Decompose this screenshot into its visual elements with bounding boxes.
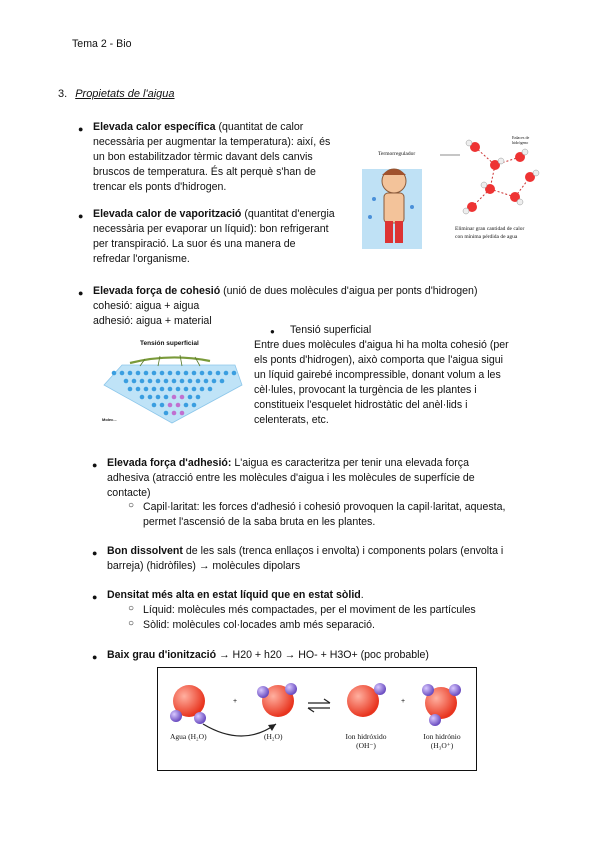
tension-label: Molec... — [102, 417, 117, 422]
text-line: cèl·lules, provocant la turgència de les plantes i — [254, 384, 477, 396]
caption-line: Eliminar gran cantidad de calor — [455, 226, 525, 232]
text-line: (quantitat d'energia — [241, 208, 335, 220]
sub-bullet: ○ — [128, 603, 135, 614]
bullet-dot: ● — [270, 327, 275, 336]
water-dot — [204, 379, 209, 384]
water-dot — [168, 403, 173, 408]
water-dot — [148, 395, 153, 400]
calor-vaporitzacio-bold: Elevada calor de vaporització — [93, 208, 242, 220]
water-dot — [180, 395, 185, 400]
label-hydronium — [414, 732, 470, 750]
caption-line: con mínima pérdida de agua — [455, 234, 518, 240]
plus-sign: + — [401, 698, 406, 705]
person-leg — [385, 221, 393, 243]
bullet-dot: ● — [92, 592, 98, 602]
text-line: Entre dues molècules d'aigua hi ha molta cohesió (per — [254, 339, 509, 351]
water-dot — [152, 403, 157, 408]
water-dot — [136, 371, 141, 376]
adhesio-line: adhesió: aigua + material — [93, 315, 212, 327]
water-dot — [168, 387, 173, 392]
text-line: contacte) — [107, 487, 151, 499]
capil-block — [143, 500, 553, 530]
water-dot — [152, 371, 157, 376]
water-dot — [216, 371, 221, 376]
text-line: refredar l'organisme. — [93, 253, 190, 265]
sub-bullet: ○ — [128, 618, 135, 629]
water-dot — [192, 387, 197, 392]
ionitzacio-bold: Baix grau d'ionització — [107, 649, 217, 661]
water-dot — [232, 371, 237, 376]
water-dot — [200, 387, 205, 392]
text-line: un líquid gairebé incompressible, donant volum a les — [254, 369, 501, 381]
label-line: (OH⁻) — [356, 741, 376, 750]
water-molecule-1 — [170, 685, 206, 724]
water-dot — [176, 371, 181, 376]
water-dot — [124, 379, 129, 384]
text-line: L'aigua es caracteritza per tenir una elevada força — [231, 457, 469, 469]
water-dot — [224, 371, 229, 376]
water-dot — [136, 387, 141, 392]
water-dot — [208, 371, 213, 376]
person-leg — [395, 221, 403, 243]
text-line: per transpiració. La suor és una manera de — [93, 238, 296, 250]
water-dot — [140, 379, 145, 384]
water-dot — [148, 379, 153, 384]
tensio-block — [254, 338, 528, 428]
water-dot — [208, 387, 213, 392]
forca-adhesio-bold: Elevada força d'adhesió: — [107, 457, 232, 469]
label-line: Ion hidrónio — [423, 732, 461, 741]
densitat-solid: Sòlid: molècules col·locades amb més separació. — [143, 619, 375, 631]
bullet-dot: ● — [92, 548, 98, 558]
water-dot — [132, 379, 137, 384]
label-line: (H₃O⁺) — [430, 741, 454, 750]
densitat-liquid: Líquid: molècules més compactades, per el moviment de les partícules — [143, 604, 476, 616]
water-dot — [192, 371, 197, 376]
water-dot — [128, 387, 133, 392]
text-line: (quantitat de calor — [215, 121, 304, 133]
plus-sign: + — [233, 698, 238, 705]
water-dot — [128, 371, 133, 376]
text-line: constitueix l'esquelet hidrostàtic del anèl·lids i — [254, 399, 468, 411]
water-molecule-network — [463, 140, 539, 214]
sweat-drop — [372, 197, 376, 201]
water-dot — [184, 371, 189, 376]
text-line: → H20 + h20 → HO- + H3O+ (poc probable) — [216, 649, 429, 661]
text-line: de les sals (trenca enllaços i envolta) i components polars (envolta i — [182, 545, 504, 557]
label-h2o: (H₂O) — [264, 732, 283, 741]
water-dot — [176, 387, 181, 392]
water-dot — [220, 379, 225, 384]
bullet-dot: ● — [78, 288, 84, 298]
water-dot — [192, 403, 197, 408]
text-line: Capil·laritat: les forces d'adhesió i cohesió provoquen la capil·laritat, aquesta, — [143, 501, 506, 513]
equilibrium-arrows — [308, 699, 330, 712]
text-dot: . — [360, 589, 364, 601]
text-line: un bon estabilitzador tèrmic davant dels canvis — [93, 151, 313, 163]
calor-especifica-bold: Elevada calor específica — [93, 121, 216, 133]
ionitzacio-illustration — [158, 668, 476, 770]
bullet-dot: ● — [78, 211, 84, 221]
water-dot — [176, 403, 181, 408]
label-hydroxide — [338, 732, 394, 750]
water-dot — [188, 379, 193, 384]
dissolvent-block — [107, 544, 557, 574]
water-dot — [144, 387, 149, 392]
bullet-dot: ● — [92, 652, 98, 662]
water-dot — [168, 371, 173, 376]
water-dot — [156, 379, 161, 384]
text-line: (unió de dues molècules d'aigua per ponts d'hidrogen) — [220, 285, 478, 297]
text-line: trencar els ponts d'hidrogen. — [93, 181, 227, 193]
forca-cohesio-bold: Elevada força de cohesió — [93, 285, 221, 297]
label-line: Ion hidróxido — [345, 732, 387, 741]
water-dot — [164, 411, 169, 416]
sweat-drop — [410, 205, 414, 209]
water-dot — [156, 395, 161, 400]
water-dot — [212, 379, 217, 384]
section-title — [58, 88, 175, 100]
label-agua: Agua (H₂O) — [170, 732, 207, 741]
fig-tension-superficial — [100, 335, 245, 427]
tension-illustration — [100, 335, 245, 427]
water-dot — [188, 395, 193, 400]
fig-ionitzacio — [157, 667, 477, 771]
text-line: bruscos de temperatura. És alt perquè s'han de — [93, 166, 316, 178]
sub-bullet: ○ — [128, 500, 135, 511]
section-title-text: Propietats de l'aigua — [75, 88, 175, 100]
termoregulador-label: Termorregulador — [378, 151, 416, 157]
water-dot — [160, 371, 165, 376]
text-line: els ponts d'hidrogen), això comporta que l'aigua sigui — [254, 354, 504, 366]
water-dot — [152, 387, 157, 392]
bullet-dot: ● — [92, 460, 98, 470]
sweat-drop — [368, 215, 372, 219]
bullet-dot: ● — [78, 124, 84, 134]
water-dot — [184, 387, 189, 392]
page-header: Tema 2 - Bio — [72, 38, 132, 50]
water-dot — [180, 379, 185, 384]
person-body — [384, 193, 404, 223]
ionitzacio-line — [107, 648, 429, 663]
text-line: necessària per evaporar un líquid): bon refrigerant — [93, 223, 329, 235]
water-dot — [172, 395, 177, 400]
water-dot — [172, 411, 177, 416]
water-dot — [160, 403, 165, 408]
text-line: adhesiva (atracció entre les molècules d'aigua i les molècules de superfície de — [107, 472, 475, 484]
hydroxide-ion — [347, 683, 386, 717]
water-dot — [164, 379, 169, 384]
water-dot — [200, 371, 205, 376]
forca-adhesio-block — [107, 456, 547, 501]
text-line: barreja) (hidròfiles) → molècules dipolars — [107, 560, 301, 572]
water-dot — [140, 395, 145, 400]
water-dot — [112, 371, 117, 376]
calor-especifica-block — [93, 120, 345, 195]
hydronium-ion — [422, 684, 461, 726]
densitat-line — [107, 588, 364, 603]
text-line: necessària per augmentar la temperatura): així, és — [93, 136, 331, 148]
water-dot — [160, 387, 165, 392]
tensio-title: Tensió superficial — [290, 324, 372, 336]
text-line: celenterats, etc. — [254, 414, 329, 426]
cohesio-line: cohesió: aigua + aigua — [93, 300, 200, 312]
water-dot — [172, 379, 177, 384]
water-dot — [196, 395, 201, 400]
water-dot — [120, 371, 125, 376]
water-dot — [196, 379, 201, 384]
fig-termoregulacio — [360, 127, 545, 252]
calor-vaporitzacio-block — [93, 207, 345, 267]
water-dot — [164, 395, 169, 400]
water-dot — [180, 411, 185, 416]
section-number: 3. — [58, 88, 68, 100]
termoregulacio-caption — [455, 225, 524, 241]
densitat-bold: Densitat més alta en estat líquid que en estat sòlid — [107, 589, 361, 601]
water-dot — [144, 371, 149, 376]
text-line: permet l'ascensió de la saba bruta en les plantes. — [143, 516, 376, 528]
water-molecule-2 — [257, 683, 297, 717]
tension-title: Tensión superficial — [140, 340, 199, 347]
dissolvent-bold: Bon dissolvent — [107, 545, 183, 557]
enlaces-label: Enlaces de hidrógeno — [512, 135, 530, 145]
water-dot — [184, 403, 189, 408]
